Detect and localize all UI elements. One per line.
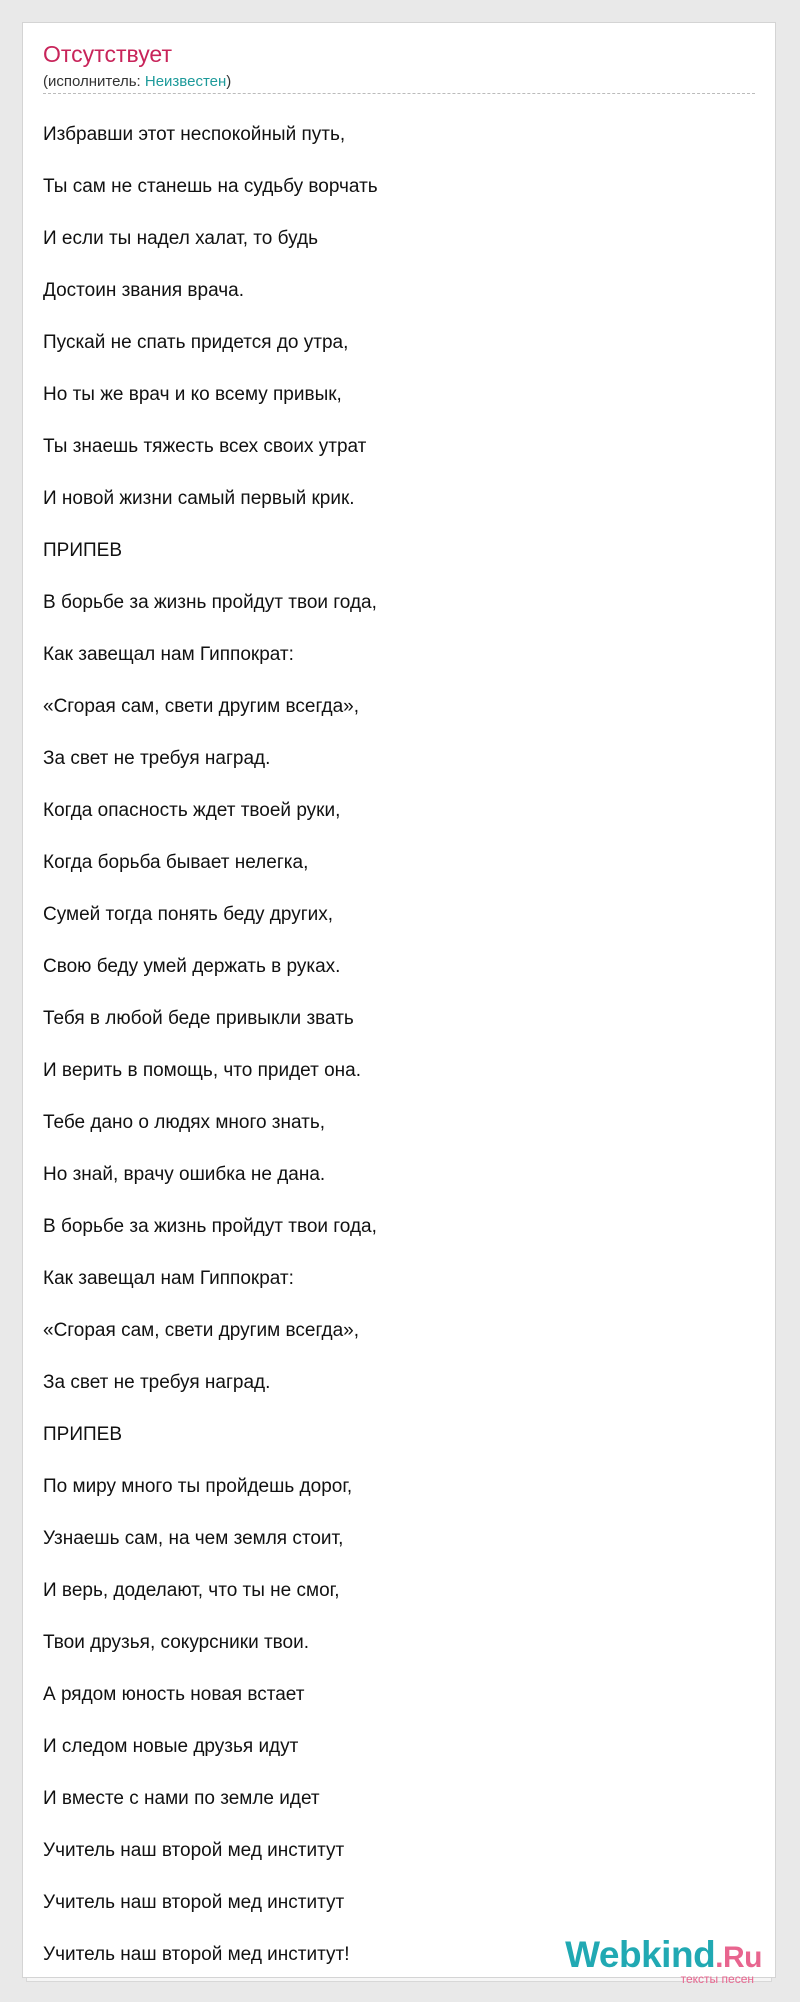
lyric-line: Ты знаешь тяжесть всех своих утрат bbox=[43, 436, 367, 457]
lyric-line: Свою беду умей держать в руках. bbox=[43, 956, 341, 977]
lyric-line: И верь, доделают, что ты не смог, bbox=[43, 1580, 340, 1601]
artist-link[interactable]: Неизвестен bbox=[144, 73, 227, 90]
lyric-line: Ты сам не станешь на судьбу ворчать bbox=[43, 176, 378, 197]
lyric-line: И верить в помощь, что придет она. bbox=[43, 1060, 361, 1081]
lyric-line: За свет не требуя наград. bbox=[43, 1372, 271, 1393]
site-logo[interactable] bbox=[565, 1934, 762, 1986]
lyric-line: Твои друзья, сокурсники твои. bbox=[43, 1632, 310, 1653]
lyric-line: И новой жизни самый первый крик. bbox=[43, 488, 355, 509]
song-title: Отсутствует bbox=[43, 41, 172, 67]
title-divider bbox=[43, 93, 755, 94]
lyric-line: «Сгорая сам, свети другим всегда», bbox=[43, 696, 360, 717]
lyric-line: Учитель наш второй мед институт bbox=[43, 1840, 345, 1861]
lyrics-card bbox=[22, 22, 776, 1978]
lyric-line: И вместе с нами по земле идет bbox=[43, 1788, 320, 1809]
lyric-line: Но знай, врачу ошибка не дана. bbox=[43, 1164, 326, 1185]
artist-suffix: ) bbox=[226, 73, 232, 90]
lyric-line: Избравши этот неспокойный путь, bbox=[43, 124, 346, 145]
lyric-line: Достоин звания врача. bbox=[43, 280, 244, 301]
lyric-line: Учитель наш второй мед институт bbox=[43, 1892, 345, 1913]
card-stack-edge bbox=[26, 1978, 772, 1982]
lyric-line: И следом новые друзья идут bbox=[43, 1736, 299, 1757]
chorus-marker: ПРИПЕВ bbox=[43, 1424, 122, 1445]
lyric-line: И если ты надел халат, то будь bbox=[43, 228, 318, 249]
lyrics-text bbox=[43, 109, 378, 1981]
lyric-line: Учитель наш второй мед институт! bbox=[43, 1944, 350, 1965]
artist-line bbox=[43, 74, 231, 89]
lyric-line: Пускай не спать придется до утра, bbox=[43, 332, 349, 353]
lyric-line: Но ты же врач и ко всему привык, bbox=[43, 384, 342, 405]
lyric-line: «Сгорая сам, свети другим всегда», bbox=[43, 1320, 360, 1341]
lyric-line: В борьбе за жизнь пройдут твои года, bbox=[43, 1216, 377, 1237]
lyric-line: А рядом юность новая встает bbox=[43, 1684, 305, 1705]
lyric-line: В борьбе за жизнь пройдут твои года, bbox=[43, 592, 377, 613]
lyric-line: За свет не требуя наград. bbox=[43, 748, 271, 769]
logo-tagline: тексты песен bbox=[680, 1972, 754, 1986]
lyric-line: Узнаешь сам, на чем земля стоит, bbox=[43, 1528, 344, 1549]
lyric-line: Тебя в любой беде привыкли звать bbox=[43, 1008, 354, 1029]
lyric-line: Как завещал нам Гиппократ: bbox=[43, 644, 294, 665]
logo-suffix: .Ru bbox=[715, 1941, 762, 1974]
lyric-line: Как завещал нам Гиппократ: bbox=[43, 1268, 294, 1289]
lyric-line: Тебе дано о людях много знать, bbox=[43, 1112, 326, 1133]
lyric-line: По миру много ты пройдешь дорог, bbox=[43, 1476, 353, 1497]
chorus-marker: ПРИПЕВ bbox=[43, 540, 122, 561]
lyric-line: Когда борьба бывает нелегка, bbox=[43, 852, 309, 873]
lyric-line: Сумей тогда понять беду других, bbox=[43, 904, 334, 925]
logo-wordmark bbox=[565, 1936, 762, 1973]
logo-main-text: Webkind bbox=[565, 1934, 716, 1975]
lyric-line: Когда опасность ждет твоей руки, bbox=[43, 800, 341, 821]
artist-prefix: (исполнитель: bbox=[43, 73, 145, 90]
